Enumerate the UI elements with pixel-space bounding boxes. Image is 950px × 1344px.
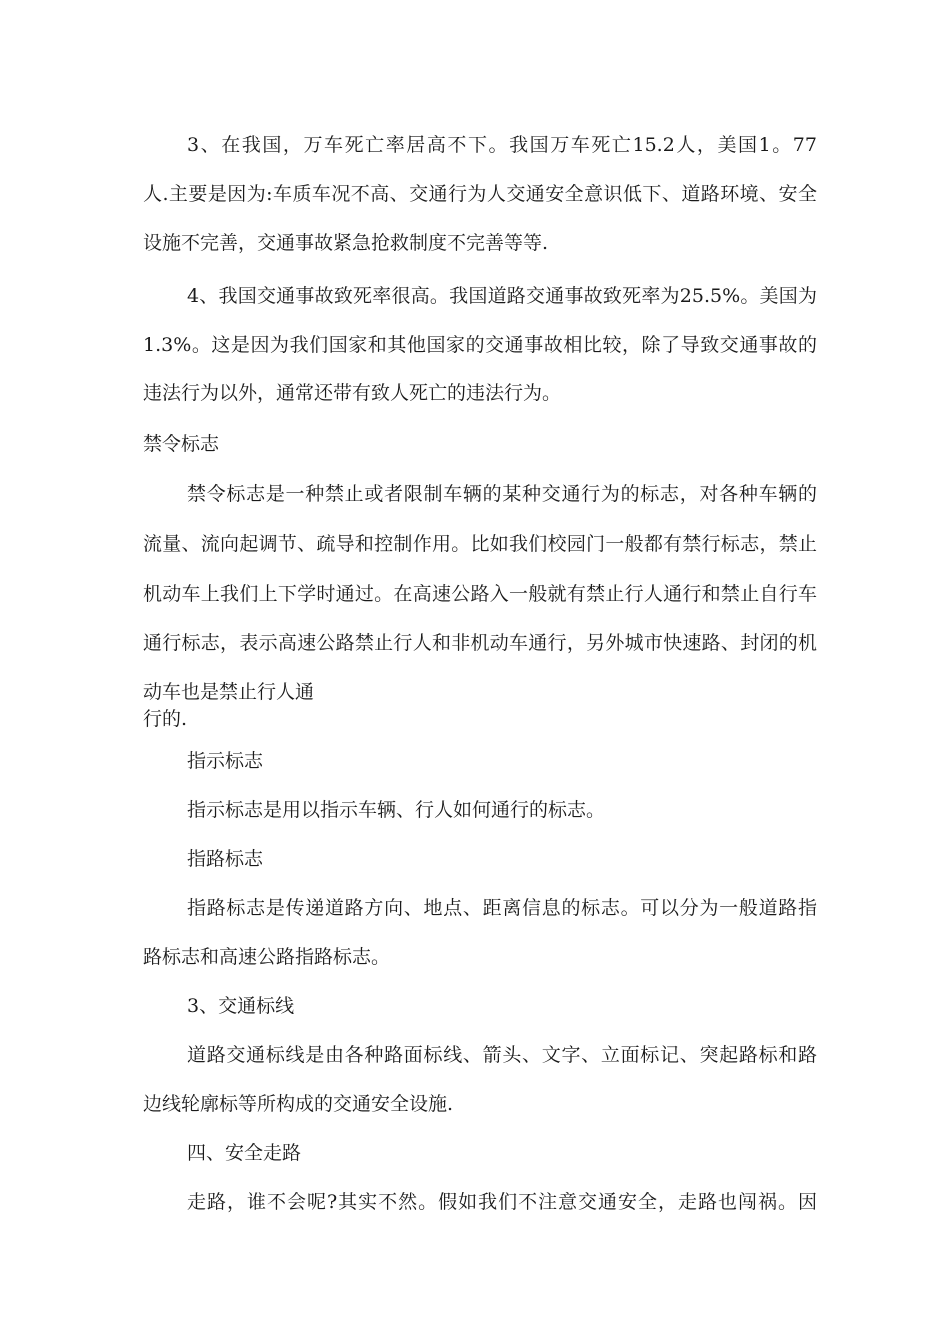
paragraph-line: 3、在我国，万车死亡率居高不下。我国万车死亡15.2人，美国1。77 [187,134,817,156]
paragraph-line: 通行标志，表示高速公路禁止行人和非机动车通行，另外城市快速路、封闭的机 [143,632,817,654]
paragraph-line: 设施不完善，交通事故紧急抢救制度不完善等等. [143,232,549,254]
paragraph-line: 走路，谁不会呢?其实不然。假如我们不注意交通安全，走路也闯祸。因 [187,1191,817,1213]
paragraph-line: 路标志和高速公路指路标志。 [143,946,391,968]
paragraph-line: 违法行为以外，通常还带有致人死亡的违法行为。 [143,382,562,404]
paragraph-line: 流量、流向起调节、疏导和控制作用。比如我们校园门一般都有禁行标志，禁止 [143,533,817,555]
paragraph-line: 机动车上我们上下学时通过。在高速公路入一般就有禁止行人通行和禁止自行车 [143,583,817,605]
paragraph-line: 行的. [143,708,188,730]
paragraph-line: 指路标志是传递道路方向、地点、距离信息的标志。可以分为一般道路指 [187,897,817,919]
section-heading: 指路标志 [187,848,264,870]
section-heading: 四、安全走路 [187,1142,302,1164]
paragraph-line: 4、我国交通事故致死率很高。我国道路交通事故致死率为25.5%。美国为 [187,285,817,307]
paragraph-line: 禁令标志是一种禁止或者限制车辆的某种交通行为的标志，对各种车辆的 [187,483,817,505]
paragraph-line: 指示标志是用以指示车辆、行人如何通行的标志。 [187,799,606,821]
paragraph-line: 人.主要是因为:车质车况不高、交通行为人交通安全意识低下、道路环境、安全 [143,183,817,205]
section-heading: 指示标志 [187,750,264,772]
paragraph-line: 动车也是禁止行人通 [143,681,315,703]
paragraph-line: 道路交通标线是由各种路面标线、箭头、文字、立面标记、突起路标和路 [187,1044,817,1066]
section-heading: 禁令标志 [143,433,220,455]
section-heading: 3、交通标线 [187,995,295,1017]
paragraph-line: 边线轮廓标等所构成的交通安全设施. [143,1093,454,1115]
paragraph-line: 1.3%。这是因为我们国家和其他国家的交通事故相比较，除了导致交通事故的 [143,334,817,356]
